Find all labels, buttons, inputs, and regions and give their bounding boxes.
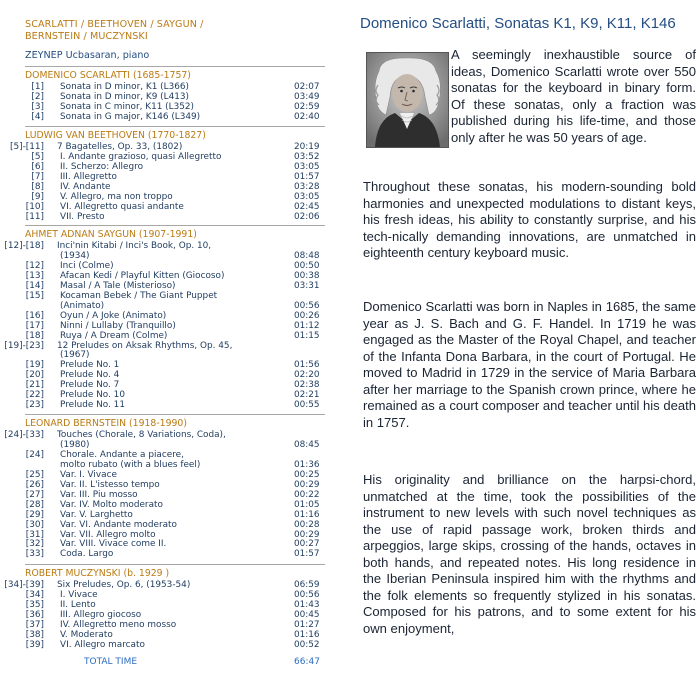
track-title: Prelude No. 4	[60, 370, 120, 381]
track-title: Var. VII. Allegro molto	[60, 529, 156, 540]
track-title: Inci'nin Kitabi / Inci's Book, Op. 10,	[57, 241, 212, 251]
track-title: Masal / A Tale (Misterioso)	[60, 280, 176, 291]
track-duration: 01:16	[294, 629, 320, 640]
track-row	[0, 510, 330, 520]
track-number: [5]	[31, 151, 44, 162]
track-title: I. Vivace	[60, 589, 98, 600]
track-title: III. Allegretto	[60, 171, 117, 182]
track-duration: 01:57	[294, 171, 320, 182]
track-title: Sonata in G major, K146 (L349)	[60, 111, 201, 122]
track-title: Prelude No. 10	[60, 390, 125, 401]
track-title: Kocaman Bebek / The Giant Puppet	[60, 290, 218, 301]
track-duration: 03:52	[294, 151, 320, 162]
track-row	[0, 470, 330, 480]
track-duration: 00:50	[294, 260, 320, 271]
track-row	[0, 539, 330, 549]
track-row	[0, 261, 330, 271]
track-title: Ninni / Lullaby (Tranquillo)	[60, 320, 176, 331]
track-duration: 02:38	[294, 380, 320, 391]
track-title: Touches (Chorale, 8 Variations, Coda),	[57, 430, 226, 440]
track-row	[0, 92, 330, 102]
track-row	[0, 390, 330, 400]
track-number: [10]	[25, 201, 44, 212]
album-composers-line-2: BERNSTEIN / MUCZYNSKI	[25, 31, 148, 42]
track-row	[0, 490, 330, 500]
track-row	[0, 82, 330, 92]
track-row	[0, 271, 330, 281]
track-title: VII. Presto	[60, 211, 105, 222]
track-duration: 02:21	[294, 390, 320, 401]
track-row	[0, 520, 330, 530]
track-duration: 00:45	[294, 609, 320, 620]
track-number: [11]	[25, 211, 44, 222]
track-row	[0, 331, 330, 341]
track-duration: 08:45	[294, 439, 320, 450]
track-row	[0, 112, 330, 122]
track-duration: 20:19	[294, 142, 320, 152]
track-number: [26]	[25, 479, 44, 490]
tracklist-panel	[0, 0, 340, 692]
track-title: II. Scherzo: Allegro	[60, 161, 144, 172]
track-row	[0, 202, 330, 212]
track-title: Var. IV. Molto moderato	[60, 499, 163, 510]
track-number: [23]	[25, 400, 44, 411]
track-number: [19]	[25, 360, 44, 371]
track-row	[0, 102, 330, 112]
track-duration: 00:26	[294, 310, 320, 321]
track-row	[0, 360, 330, 370]
track-row	[0, 311, 330, 321]
track-duration: 00:27	[294, 539, 320, 550]
track-number: [34]-[39]	[4, 580, 44, 590]
notes-title: Domenico Scarlatti, Sonatas K1, K9, K11, K146	[360, 15, 676, 32]
track-number: [38]	[25, 629, 44, 640]
track-duration: 02:45	[294, 201, 320, 212]
track-row	[0, 142, 330, 152]
track-row	[0, 152, 330, 162]
track-title: III. Allegro giocoso	[60, 609, 142, 620]
track-title: VI. Allegretto quasi andante	[60, 201, 184, 212]
track-number: [18]	[25, 330, 44, 341]
notes-paragraph-3: His originality and brilliance on the harpsi-chord, unmatched at the time, took the possibilities of the instrument to new levels with such novel techniques as the use of rapid passage work, broken thirds and arpeggios, large skips, crossing of the hands, octaves in both hands, and repeated notes. His long residence in the Iberian Peninsula inspired him with the rhythms and the folk elements so frequently stylized in his sonatas. Composed for his patrons, and to some extent for his own enjoyment,	[363, 472, 696, 636]
track-title: Ruya / A Dream (Colme)	[60, 330, 168, 341]
track-row	[0, 480, 330, 490]
track-number: [25]	[25, 469, 44, 480]
track-number: [12]-[18]	[4, 241, 44, 251]
total-time-label: TOTAL TIME	[84, 657, 138, 667]
track-duration: 00:22	[294, 489, 320, 500]
section-divider	[25, 126, 325, 127]
liner-notes-panel	[356, 0, 696, 692]
track-row	[0, 172, 330, 182]
composer-heading-scarlatti: DOMENICO SCARLATTI (1685-1757)	[25, 70, 191, 81]
track-number: [28]	[25, 499, 44, 510]
track-row	[0, 630, 330, 640]
track-row	[0, 182, 330, 192]
track-title: VI. Allegro marcato	[60, 639, 145, 650]
track-title: (1967)	[60, 350, 90, 361]
track-duration: 01:05	[294, 499, 320, 510]
track-duration: 02:20	[294, 370, 320, 381]
track-row	[0, 450, 330, 460]
track-title: Afacan Kedi / Playful Kitten (Giocoso)	[60, 270, 225, 281]
track-duration: 00:25	[294, 469, 320, 480]
track-duration: 01:16	[294, 509, 320, 520]
track-number: [39]	[25, 639, 44, 650]
track-duration: 01:36	[294, 459, 320, 470]
track-title: IV. Allegretto meno mosso	[60, 619, 177, 630]
track-title: IV. Andante	[60, 181, 111, 192]
track-row	[0, 321, 330, 331]
track-title: (1934)	[60, 250, 90, 261]
track-title: 12 Preludes on Aksak Rhythms, Op. 45,	[57, 340, 233, 351]
track-number: [29]	[25, 509, 44, 520]
track-number: [17]	[25, 320, 44, 331]
track-number: [35]	[25, 599, 44, 610]
performer-credit: ZEYNEP Ucbasaran, piano	[25, 50, 150, 61]
track-title: molto rubato (with a blues feel)	[60, 459, 201, 470]
track-number: [15]	[25, 290, 44, 301]
track-duration: 03:05	[294, 161, 320, 172]
track-title: Prelude No. 11	[60, 400, 125, 411]
track-title: II. Lento	[60, 599, 96, 610]
track-title: Var. I. Vivace	[60, 469, 117, 480]
track-duration: 00:29	[294, 529, 320, 540]
track-duration: 03:31	[294, 280, 320, 291]
track-number: [14]	[25, 280, 44, 291]
track-duration: 01:57	[294, 549, 320, 560]
track-row	[0, 350, 330, 360]
track-row	[0, 500, 330, 510]
track-number: [12]	[25, 260, 44, 271]
track-duration: 02:59	[294, 101, 320, 112]
track-number: [32]	[25, 539, 44, 550]
track-row	[0, 430, 330, 440]
track-number: [22]	[25, 390, 44, 401]
track-duration: 02:06	[294, 211, 320, 222]
track-title: Var. V. Larghetto	[60, 509, 133, 520]
track-title: Var. VIII. Vivace come II.	[60, 539, 167, 550]
track-duration: 00:28	[294, 519, 320, 530]
section-divider	[25, 66, 325, 67]
track-title: Sonata in D minor, K1 (L366)	[60, 82, 189, 92]
track-number: [34]	[25, 589, 44, 600]
track-duration: 00:29	[294, 479, 320, 490]
track-number: [8]	[31, 181, 44, 192]
total-time-value: 66:47	[294, 657, 320, 667]
track-row	[0, 291, 330, 301]
track-number: [7]	[31, 171, 44, 182]
track-number: [6]	[31, 161, 44, 172]
track-title: (Animato)	[60, 300, 105, 311]
track-number: [24]	[25, 449, 44, 460]
composer-heading-bernstein: LEONARD BERNSTEIN (1918-1990)	[25, 418, 187, 429]
track-duration: 08:48	[294, 250, 320, 261]
track-number: [3]	[31, 101, 44, 112]
track-duration: 01:12	[294, 320, 320, 331]
portrait-image-icon	[367, 53, 448, 147]
track-number: [19]-[23]	[4, 340, 44, 351]
track-row	[0, 590, 330, 600]
track-duration: 02:40	[294, 111, 320, 122]
track-duration: 00:55	[294, 400, 320, 411]
track-duration: 00:56	[294, 300, 320, 311]
composer-heading-muczynski: ROBERT MUCZYNSKI (b. 1929 )	[25, 568, 170, 579]
track-title: Inci (Colme)	[60, 260, 114, 271]
track-duration: 03:05	[294, 191, 320, 202]
track-row	[0, 251, 330, 261]
track-title: Prelude No. 1	[60, 360, 120, 371]
track-duration: 03:49	[294, 91, 320, 102]
track-row	[0, 301, 330, 311]
track-number: [20]	[25, 370, 44, 381]
track-row	[0, 212, 330, 222]
track-number: [33]	[25, 549, 44, 560]
track-duration: 01:43	[294, 599, 320, 610]
section-divider	[25, 225, 325, 226]
track-title: Prelude No. 7	[60, 380, 120, 391]
track-title: Six Preludes, Op. 6, (1953-54)	[57, 580, 191, 590]
track-row	[0, 640, 330, 650]
track-title: Var. II. L'istesso tempo	[60, 479, 160, 490]
track-number: [2]	[31, 91, 44, 102]
track-duration: 03:28	[294, 181, 320, 192]
composer-heading-beethoven: LUDWIG VAN BEETHOVEN (1770-1827)	[25, 130, 206, 141]
track-title: I. Andante grazioso, quasi Allegretto	[60, 151, 222, 162]
track-duration: 00:56	[294, 589, 320, 600]
track-row	[0, 370, 330, 380]
track-number: [21]	[25, 380, 44, 391]
section-divider	[25, 564, 325, 565]
track-row	[0, 400, 330, 410]
track-row	[0, 341, 330, 351]
track-number: [5]-[11]	[10, 142, 44, 152]
track-number: [30]	[25, 519, 44, 530]
track-row	[0, 610, 330, 620]
notes-paragraph-2: Domenico Scarlatti was born in Naples in 1685, the same year as J. S. Bach and G. F. Handel. In 1719 he was engaged as the Master of the Royal Chapel, and teacher of the Infanta Dona Barbara, in the court of Portugal. He moved to Madrid in 1729 in the service of Maria Barbara after her marriage to the Spanish crown prince, where he remained as a court composer and teacher until his death in 1757.	[363, 299, 696, 430]
track-number: [27]	[25, 489, 44, 500]
track-row	[0, 281, 330, 291]
track-title: Sonata in C minor, K11 (L352)	[60, 101, 194, 112]
track-number: [4]	[31, 111, 44, 122]
track-number: [1]	[31, 82, 44, 92]
track-title: Var. VI. Andante moderato	[60, 519, 177, 530]
track-duration: 02:07	[294, 82, 320, 92]
track-title: Coda. Largo	[60, 549, 114, 560]
track-title: Var. III. Piu mosso	[60, 489, 138, 500]
composer-portrait	[366, 52, 449, 148]
track-row	[0, 241, 330, 251]
track-number: [31]	[25, 529, 44, 540]
track-duration: 01:15	[294, 330, 320, 341]
notes-paragraph-1a: A seemingly inexhaustible source of ideas, Domenico Scarlatti wrote over 550 sonatas for the keyboard in binary form. Of these sonatas, only a fraction was published during his life-time, and those only after he was 50 years of age.	[451, 47, 696, 145]
track-row	[0, 580, 330, 590]
track-number: [36]	[25, 609, 44, 620]
track-duration: 01:27	[294, 619, 320, 630]
track-title: Chorale. Andante a piacere,	[60, 449, 184, 460]
track-row	[0, 530, 330, 540]
track-number: [37]	[25, 619, 44, 630]
track-row	[0, 162, 330, 172]
track-title: Oyun / A Joke (Animato)	[60, 310, 167, 321]
track-row	[0, 600, 330, 610]
track-row	[0, 380, 330, 390]
track-title: V. Allegro, ma non troppo	[60, 191, 173, 202]
section-divider	[25, 414, 325, 415]
track-title: Sonata in D minor, K9 (L413)	[60, 91, 189, 102]
track-duration: 00:38	[294, 270, 320, 281]
album-composers-line-1: SCARLATTI / BEETHOVEN / SAYGUN /	[25, 19, 204, 30]
notes-paragraph-1b: Throughout these sonatas, his modern-sounding bold harmonies and unexpected modulations to distant keys, his fresh ideas, his ability to constantly surprise, and his tech-nically demanding innovations, are unmatched in eighteenth century keyboard music.	[363, 179, 696, 260]
track-title: 7 Bagatelles, Op. 33, (1802)	[57, 142, 183, 152]
track-duration: 01:56	[294, 360, 320, 371]
track-title: V. Moderato	[60, 629, 113, 640]
track-row	[0, 620, 330, 630]
track-row	[0, 460, 330, 470]
track-number: [13]	[25, 270, 44, 281]
track-number: [24]-[33]	[4, 430, 44, 440]
track-row	[0, 440, 330, 450]
track-number: [9]	[31, 191, 44, 202]
track-row	[0, 549, 330, 559]
track-duration: 06:59	[294, 580, 320, 590]
composer-heading-saygun: AHMET ADNAN SAYGUN (1907-1991)	[25, 229, 197, 240]
track-duration: 00:52	[294, 639, 320, 650]
track-number: [16]	[25, 310, 44, 321]
track-title: (1980)	[60, 439, 90, 450]
track-row	[0, 192, 330, 202]
